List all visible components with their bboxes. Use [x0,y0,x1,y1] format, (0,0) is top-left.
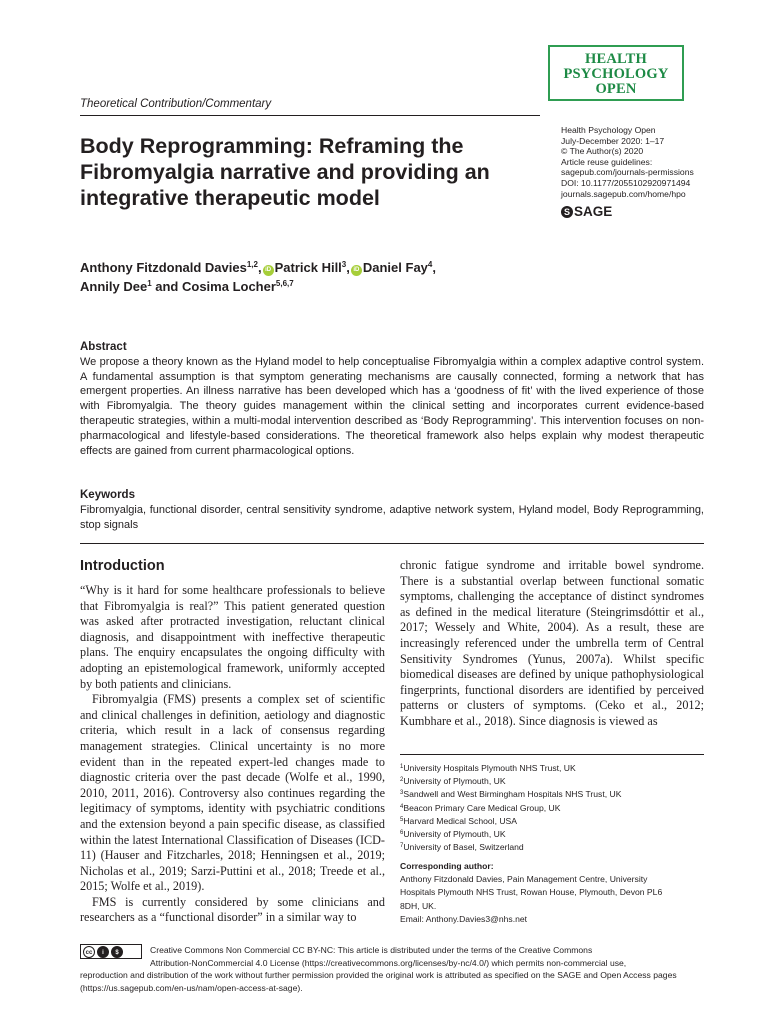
body-paragraph: chronic fatigue syndrome and irritable bowel syndrome. There is a substantial overlap between functional somatic symptoms, challenging the acceptance of distinct syndromes as defined in the medical literature (Steingrimsdóttir et al., 2017; Wessely and White, 2004). As a result, these are increasingly referenced under the umbrella term of Central Sensitivity Syndromes (Yunus, 2007a). Whilst specific biomedical diseases are defined by unique pathophysiological fingerprints, functional disorders are identified by perceived patterns or clusters of symptoms. (Ceko et al., 2012; Kumbhare et al., 2018). Since diagnosis is viewed as [400,558,704,728]
license-line: Attribution-NonCommercial 4.0 License (https://creativecommons.org/licenses/by-nc/4.0/) which permits non-commercial use, [150,957,627,968]
orcid-icon[interactable]: iD [351,265,362,276]
license-text [80,944,704,994]
keywords-text: Fibromyalgia, functional disorder, central sensitivity syndrome, adaptive network system, Hyland model, Body Reprogramming, stop signals [80,503,704,531]
orcid-icon[interactable]: iD [263,265,274,276]
author-affiliation-ref: 3 [341,260,347,269]
corresponding-author-line: 8DH, UK. [400,900,437,911]
logo-line: HEALTH [585,51,647,67]
author-affiliation-ref: 1,2 [246,260,258,269]
journal-logo [548,45,684,101]
body-paragraph: “Why is it hard for some healthcare professionals to believe that Fibromyalgia is real?” This patient generated question was asked after protracted investigation, reluctant clinical diagnosis, and disappointment with ineffective therapeutic plans. The enquiry encapsulates the ongoing difficulty with adopting an epistemological framework, uniformly accepted by both patients and clinicians. [80,583,385,691]
corresponding-author-heading: Corresponding author: [400,861,494,871]
logo-line: PSYCHOLOGY [563,66,669,82]
cc-icon: cc [83,946,95,958]
author-name: Anthony Fitzdonald Davies [80,260,247,275]
copyright: © The Author(s) 2020 [561,146,644,157]
corresponding-author-email[interactable]: Email: Anthony.Davies3@nhs.net [400,913,528,924]
keywords-section [80,488,704,532]
logo-line: OPEN [595,81,637,97]
author-affiliation-ref: 4 [427,260,433,269]
divider [80,543,704,544]
body-paragraph: FMS is currently considered by some clinicians and researchers as a “functional disorder” in a similar way to [80,894,385,925]
article-type: Theoretical Contribution/Commentary [80,98,272,110]
noncommercial-icon: $ [111,946,123,958]
journal-info [561,125,721,199]
affiliation: $^6$University of Plymouth, UK [400,829,506,840]
license-line: reproduction and distribution of the work without further permission provided the original work is attributed as specified on the SAGE and Open Access pages (https://us.sagepub.com/en-us/nam/open-access-at-sage). [80,970,677,993]
permissions-link[interactable]: sagepub.com/journals-permissions [561,167,694,178]
affiliation: $^3$Sandwell and West Birmingham Hospitals NHS Trust, UK [400,789,622,800]
article-title: Body Reprogramming: Reframing the Fibromyalgia narrative and providing an integrative therapeutic model [80,134,490,210]
journal-issue: July-December 2020: 1–17 [561,135,665,146]
affiliation: $^1$University Hospitals Plymouth NHS Trust, UK [400,763,576,773]
body-column-right [400,558,704,730]
divider [80,115,540,116]
author-name: Cosima Locher [182,279,276,294]
author-affiliation-ref: 5,6,7 [275,279,294,288]
corresponding-author-line: Hospitals Plymouth NHS Trust, Rowan House, Plymouth, Devon PL6 [400,887,663,898]
affiliation: $^5$Harvard Medical School, USA [400,815,518,826]
abstract-text: We propose a theory known as the Hyland model to help conceptualise Fibromyalgia within a complex adaptive control system. A fundamental assumption is that symptom generating mechanisms are causally connected, forming a network that has emergent properties. An illness narrative has been developed which has a ‘goodness of fit’ with the lived experience of those with Fibromyalgia. The theory guides management within the clinical setting and incorporates current evidence-based therapeutic strategies, within a multi-modal intervention described as ‘Body Reprogramming’. This intervention focuses on non-pharmacological and lifestyle-based considerations. The theoretical framework also helps explain why modest therapeutic effects are gained from current pharmacological options. [80,355,704,457]
abstract-heading: Abstract [80,341,127,353]
author-name: Daniel Fay [362,260,428,275]
body-paragraph: Fibromyalgia (FMS) presents a complex set of scientific and clinical challenges in definition, aetiology and diagnostic criteria, which result in a lack of consensus regarding management strategies. Clinical uncertainty is no more evident than in the repeated expert-led changes made to diagnostic criteria over the past decade (Wolfe et al., 1990, 2010, 2011, 2016). Controversy also continues regarding the legitimacy of symptoms, identity with psychiatric conditions and the extension beyond a pain specific disease, as classified within the latest International Classification of Diseases (ICD-11) (Hauser and Fitzcharles, 2018; Henningsen et al., 2019; Nicholas et al., 2019; Sarzi-Puttini et al., 2018; Treede et al., 2015; Wolfe et al., 2019). [80,692,385,894]
corresponding-author-line: Anthony Fitzdonald Davies, Pain Management Centre, University [400,874,648,885]
body-column-left [80,583,385,926]
affiliation: $^7$University of Basel, Switzerland [400,842,524,853]
keywords-heading: Keywords [80,489,135,501]
sage-logo [561,204,612,219]
author-affiliation-ref: 1 [147,279,152,288]
sage-icon: S [561,206,573,218]
corresponding-author [400,860,704,926]
journal-home-link[interactable]: journals.sagepub.com/home/hpo [561,188,686,199]
journal-name: Health Psychology Open [561,125,656,135]
author-name: Annily Dee [80,279,148,294]
doi-link[interactable]: DOI: 10.1177/2055102920971494 [561,177,691,188]
affiliations [400,762,704,854]
license-line: Creative Commons Non Commercial CC BY-NC: This article is distributed under the terms of the Creative Commons [150,945,593,955]
divider [400,754,704,755]
affiliation: $^4$Beacon Primary Care Medical Group, UK [400,802,561,813]
author-name: Patrick Hill [274,260,342,275]
abstract-section [80,340,704,458]
author-list: Anthony Fitzdonald Davies$^{1,2}$, iD Patrick Hill$^3$, iD Daniel Fay$^4$, Annily Dee$^1$ and Cosima Locher$^{5,6,7}$ [80,260,436,294]
affiliation: $^2$University of Plymouth, UK [400,776,506,787]
reuse-label: Article reuse guidelines: [561,156,653,167]
publisher-name: SAGE [574,204,613,219]
introduction-heading: Introduction [80,558,165,574]
attribution-icon: i [97,946,109,958]
